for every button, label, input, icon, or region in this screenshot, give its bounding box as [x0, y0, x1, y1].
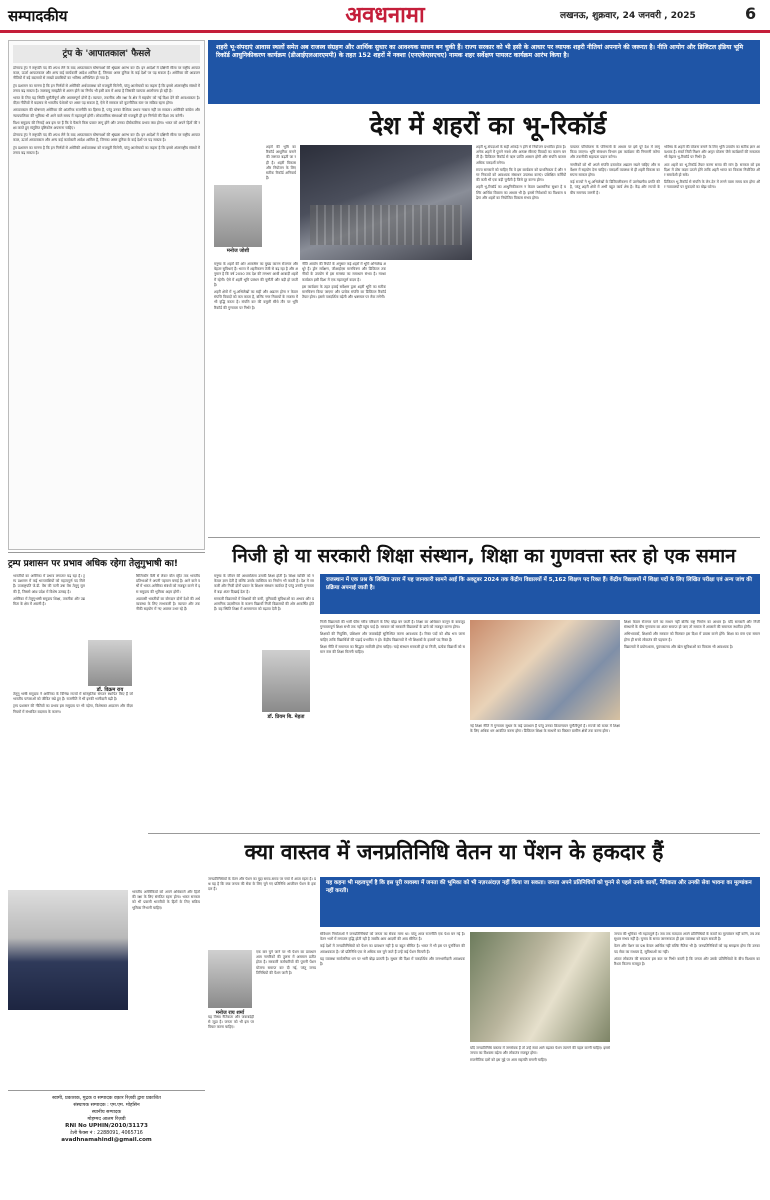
headline-3: क्या वास्तव में जनप्रतिनिधि वेतन या पेंशन के हकदार हैं	[244, 840, 664, 864]
article-3-col-2: संविधान निर्माताओं ने जनप्रतिनिधियों को जनता का सेवक माना था। परंतु आज राजनीति एक पेशा बन गई है। वेतन भत्तों में लगातार वृद्धि होती रही है जबकि आम आदमी की आय सीमित है। कई देशों में जनप्रतिनिधियों को पेंशन का प्रावधान नहीं है या बहुत सीमित है। भारत में भी इस पर पुनर्विचार की आवश्यकता है। जो प्रतिनिधि एक से अधिक बार चुने जाते हैं उन्हें कई पेंशन मिलती हैं। यह व्यवस्था सार्वजनिक धन पर भारी बोझ डालती है। सुधार की दिशा में पारदर्शिता और जनभागीदारी आवश्यक है।	[320, 932, 465, 967]
article-3-col-4: जनता की भूमिका भी महत्वपूर्ण है। जब तक मतदाता अपने प्रतिनिधियों के कार्यों का मूल्यांकन नहीं करेंगे, तब तक सुधार संभव नहीं है। चुनाव के समय जागरूकता ही इस व्यवस्था को बदल सकती है। वेतन और पेंशन का प्रश्न केवल आर्थिक नहीं बल्कि नैतिक भी है। जनप्रतिनिधियों को यह समझना होगा कि उनका पद सेवा का माध्यम है, सुविधाओं का नहीं। अंततः लोकतंत्र की सफलता इस बात पर निर्भर करती है कि जनता और उसके प्रतिनिधियों के बीच विश्वास का रिश्ता कितना मजबूत है।	[614, 932, 760, 967]
author-name: मनोज राय शर्मा	[215, 1010, 245, 1016]
divider	[208, 537, 760, 538]
header-divider	[0, 30, 770, 33]
article-3-intro: जनप्रतिनिधियों के वेतन और पेंशन का मुद्दा समय-समय पर चर्चा में आता रहता है। प्रश्न यह है कि क्या जनता की सेवा के लिए चुने गए प्रतिनिधि आजीवन पेंशन के हकदार हैं।	[208, 877, 316, 892]
article-3-col-3: यदि जनप्रतिनिधि वास्तव में जनसेवक हैं तो उन्हें स्वयं आगे बढ़कर पेंशन त्यागने की पहल करनी चाहिए। इससे जनता का विश्वास बढ़ेगा और लोकतंत्र मजबूत होगा। राजनीतिक दलों को इस मुद्दे पर आम सहमति बनानी चाहिए।	[470, 1046, 610, 1063]
article-2-col-3: नई शिक्षा नीति में गुणवत्ता सुधार के कई प्रावधान हैं परंतु उनका क्रियान्वयन चुनौतीपूर्ण है। राज्यों को बजट में शिक्षा के लिए अधिक धन आवंटित करना होगा। डिजिटल शिक्षा के साधनों का विस्तार ग्रामीण क्षेत्रों तक करना होगा।	[470, 724, 620, 734]
standfirst-2: राजस्थान में एक प्रश्न के लिखित उत्तर में यह जानकारी सामने आई कि अक्टूबर 2024 तक केंद्रीय विद्यालयों में 5,162 शिक्षण पद रिक्त हैं। केंद्रीय विद्यालयों में शिक्षा पदों के लिए लिखित परीक्षा एवं अन्य जांच की प्रक्रिया अपनाई जाती है।	[320, 574, 760, 614]
section-title: सम्पादकीय	[8, 7, 68, 25]
newspaper-logo: अवधनामा	[345, 2, 425, 28]
pension-photo	[470, 932, 610, 1042]
editorial-body: डोनाल्ड ट्रंप ने राष्ट्रपति पद की शपथ लेने के बाद आपातकाल घोषणाओं की श्रृंखला आरंभ कर दी। इन आदेशों में दक्षिणी सीमा पर राष्ट्रीय आपातकाल, ऊर्जा आपातकाल और अन्य कई कार्यकारी आदेश शामिल हैं, जिनका असर दुनिया के कई देशों पर पड़ सकता है। अमेरिका की आव्रजन नीतियों में बड़े बदलावों से लाखों प्रवासियों का भविष्य अनिश्चित हो गया है। ट्रंप प्रशासन का मानना है कि इन निर्णयों से अमेरिकी अर्थव्यवस्था को मजबूती मिलेगी, परंतु आलोचकों का कहना है कि इससे अंतरराष्ट्रीय संबंधों में तनाव बढ़ सकता है। जलवायु समझौते से अलग होने का निर्णय भी इसी क्रम में आया है जिसकी व्यापक आलोचना हो रही है। भारत के लिए यह स्थिति चुनौतीपूर्ण और अवसरपूर्ण दोनों है। व्यापार, तकनीक और रक्षा के क्षेत्र में सहयोग को नई दिशा देने की आवश्यकता है। वीज़ा नीतियों में बदलाव से भारतीय पेशेवरों पर असर पड़ सकता है, ऐसे में सरकार को कूटनीतिक स्तर पर सक्रिय रहना होगा। आपातकाल की घोषणाएं अमेरिका की आंतरिक राजनीति का हिस्सा हैं, परंतु उनका वैश्विक प्रभाव नकारा नहीं जा सकता। अमेरिकी कांग्रेस और न्यायपालिका की भूमिका भी आने वाले समय में महत्वपूर्ण होगी। लोकतांत्रिक संस्थाओं की मजबूती ही इन निर्णयों की दिशा तय करेगी। विश्व समुदाय की निगाहें अब इस पर हैं कि ये फैसले किस प्रकार लागू होंगे और उनका दीर्घकालिक प्रभाव क्या होगा। भारत को अपने हितों की रक्षा करते हुए संतुलित दृष्टिकोण अपनाना चाहिए। डोनाल्ड ट्रंप ने राष्ट्रपति पद की शपथ लेने के बाद आपातकाल घोषणाओं की श्रृंखला आरंभ कर दी। इन आदेशों में दक्षिणी सीमा पर राष्ट्रीय आपातकाल, ऊर्जा आपातकाल और अन्य कई कार्यकारी आदेश शामिल हैं, जिनका असर दुनिया के कई देशों पर पड़ सकता है। ट्रंप प्रशासन का मानना है कि इन निर्णयों से अमेरिकी अर्थव्यवस्था को मजबूती मिलेगी, परंतु आलोचकों का कहना है कि इससे अंतरराष्ट्रीय संबंधों में तनाव बढ़ सकता है।	[13, 66, 200, 155]
editorial-title: ट्रंप के 'आपातकाल' फैसले	[13, 45, 200, 63]
left-article-col-1: भारतीयों का अमेरिका में प्रभाव लगातार बढ़ रहा है। ट्रम्प प्रशासन में कई भारतवंशियों को महत्वपूर्ण पद मिले हैं। उपराष्ट्रपति जे.डी. वेंस की पत्नी उषा वेंस तेलुगु मूल की हैं, जिससे आंध्र प्रदेश में विशेष उत्साह है। अमेरिका में तेलुगुभाषी समुदाय शिक्षा, तकनीक और उद्यमिता के क्षेत्र में अग्रणी है।	[13, 574, 85, 607]
article-2-col-1: मनुष्य के जीवन की आधारशिला उसकी शिक्षा होती है। शिक्षा व्यक्ति को न केवल ज्ञान देती है बल्कि उसके व्यक्तित्व का निर्माण भी करती है। देश में सरकारी और निजी दोनों प्रकार के शिक्षण संस्थान कार्यरत हैं परंतु उनकी गुणवत्ता में बड़ा अंतर दिखाई देता है। सरकारी विद्यालयों में शिक्षकों की कमी, बुनियादी सुविधाओं का अभाव और प्रशासनिक उदासीनता के कारण विद्यार्थी निजी विद्यालयों की ओर आकर्षित होते हैं। यह स्थिति शिक्षा में असमानता को बढ़ावा देती है।	[214, 574, 314, 612]
article-1-col-5: भविष्य के शहरों की योजना बनाने के लिए भूमि उपयोग का सटीक ज्ञान आवश्यक है। स्मार्ट सिटी मिशन और अमृत योजना जैसे कार्यक्रमों की सफलता भी बेहतर भू-रिकॉर्ड पर निर्भर है। अतः शहरों का भू-रिकॉर्ड तैयार करना समय की मांग है। सरकार को इस दिशा में ठोस कदम उठाने होंगे ताकि शहरी भारत का विकास नियोजित और समावेशी हो सके। डिजिटल भू-रिकॉर्ड से संपत्ति के लेन-देन में लगने वाला समय कम होगा और न्यायालयों पर मुकदमों का बोझ घटेगा।	[664, 145, 760, 190]
article-3-col-1: एक बार चुने जाने पर भी पेंशन का प्रावधान आम नागरिकों की तुलना में असमान प्रतीत होता है। सरकारी कर्मचारियों की पुरानी पेंशन योजना समाप्त कर दी गई, परंतु जनप्रतिनिधियों की पेंशन जारी है।	[256, 950, 316, 975]
author-name: मनोज जोशी	[226, 248, 250, 254]
article-2-col-2: निजी विद्यालयों की भारी फीस गरीब परिवारों के लिए बोझ बन जाती है। शिक्षा का अधिकार कानून के बावजूद गुणवत्तापूर्ण शिक्षा सभी तक नहीं पहुंच पाई है। सरकार को सरकारी विद्यालयों के ढांचे को मजबूत करना होगा। शिक्षकों की नियुक्ति, प्रशिक्षण और जवाबदेही सुनिश्चित करना आवश्यक है। रिक्त पदों को शीघ्र भरा जाना चाहिए ताकि विद्यार्थियों की पढ़ाई प्रभावित न हो। केंद्रीय विद्यालयों में भी शिक्षकों के हजारों पद रिक्त हैं। शिक्षा नीति में समानता का सिद्धांत सर्वोपरि होना चाहिए। चाहे संस्थान सरकारी हो या निजी, प्रत्येक विद्यार्थी को समान स्तर की शिक्षा मिलनी चाहिए।	[320, 620, 465, 655]
dateline: लखनऊ, शुक्रवार, 24 जनवरी , 2025	[560, 11, 696, 21]
left-article-col-3: तेलुगु भाषी समुदाय ने अमेरिका के विभिन्न राज्यों में सांस्कृतिक संगठन स्थापित किए हैं जो भारतीय परंपराओं को जीवित रखे हुए हैं। राजनीति में भी इनकी भागीदारी बढ़ी है। ट्रम्प प्रशासन की नीतियों का प्रभाव इस समुदाय पर भी पड़ेगा, विशेषकर आव्रजन और वीज़ा नियमों में संभावित बदलाव के कारण।	[13, 692, 133, 714]
standfirst-3: यह कहना भी महत्वपूर्ण है कि इस पूरी व्यवस्था में जनता की भूमिका को भी नज़रअंदाज़ नहीं किया जा सकता। जनता अपने प्रतिनिधियों को चुनने से पहले उनके कार्यों, नैतिकता और उनकी सेवा भावना का मूल्यांकन नहीं करती।	[320, 877, 760, 927]
article-1-col-a: शहरों की भूमि का रिकॉर्ड आधुनिक बनाने की जरूरत बढ़ती जा रही है। शहरी विकास और नियोजन के लिए सटीक रिकॉर्ड अनिवार्य हैं।	[266, 145, 296, 181]
article-1-col-4: पायलट परियोजना के परिणामों के आधार पर इसे पूरे देश में लागू किया जाएगा। भूमि संसाधन विभाग इस कार्यक्रम की निगरानी करेगा और तकनीकी सहायता प्रदान करेगा। नागरिकों को भी अपने संपत्ति दस्तावेज अद्यतन रखने चाहिए और सर्वेक्षण में सहयोग देना चाहिए। पारदर्शी व्यवस्था से ही शहरी विकास का सपना साकार होगा। कई राज्यों ने भू-अभिलेखों के डिजिटलीकरण में उल्लेखनीय प्रगति की है, परंतु शहरी क्षेत्रों में अभी बहुत कार्य शेष है। केंद्र और राज्यों के बीच समन्वय जरूरी है।	[570, 145, 660, 195]
article-1-col-2: नीति आयोग की रिपोर्ट के अनुसार कई शहरों में भूमि अभिलेख अधूरे हैं। ड्रोन सर्वेक्षण, जीआईएस मानचित्रण और डिजिटल तकनीकों के उपयोग से इस समस्या का समाधान संभव है। नक्शा कार्यक्रम इसी दिशा में एक महत्वपूर्ण कदम है। इस कार्यक्रम के तहत हवाई सर्वेक्षण द्वारा शहरी भूमि का सटीक मानचित्रण किया जाएगा और प्रत्येक संपत्ति का डिजिटल रिकॉर्ड तैयार होगा। इससे पारदर्शिता बढ़ेगी और भ्रष्टाचार पर रोक लगेगी।	[302, 262, 386, 300]
imprint-phone: टेली फैक्स नं : 2288091, 4065716	[70, 1131, 143, 1136]
city-photo	[300, 145, 472, 260]
imprint-editor: मोहम्मद आलम रिज़वी	[87, 1117, 126, 1122]
imprint-rni: RNI No UPHIN/2010/31173	[65, 1123, 148, 1129]
students-photo	[470, 620, 620, 720]
author-photo	[208, 950, 252, 1008]
imprint-founder: संस्थापक सम्पादक : एम.एम. मोहसिन	[73, 1103, 140, 1108]
divider	[148, 833, 760, 834]
imprint-owner: स्वामी, प्रकाशक, मुद्रक व सम्पादक वक़ार रिज़वी द्वारा प्रकाशित	[52, 1096, 161, 1101]
trump-photo	[8, 890, 128, 1010]
article-1-col-1: मनुष्य के शहरों की ओर आकर्षण का मुख्य कारण रोजगार और बेहतर सुविधाएं हैं। भारत में शहरीकरण तेजी से बढ़ रहा है और अनुमान है कि वर्ष 2050 तक देश की लगभग आधी आबादी शहरों में रहेगी। ऐसे में शहरी भूमि प्रबंधन की चुनौती और बड़ी हो जाती है। शहरी क्षेत्रों में भू-अभिलेखों का सही और अद्यतन होना न केवल संपत्ति विवादों को कम करता है, बल्कि नगर निकायों के राजस्व में भी वृद्धि करता है। संपत्ति कर की वसूली सीधे तौर पर भूमि रिकॉर्ड की गुणवत्ता पर निर्भर है।	[214, 262, 298, 310]
article-2-col-4: शिक्षा केवल रोजगार पाने का साधन नहीं बल्कि राष्ट्र निर्माण का आधार है। यदि सरकारी और निजी संस्थानों के बीच गुणवत्ता का अंतर समाप्त हो जाए तो समाज में अवसरों की समानता स्थापित होगी। अभिभावकों, शिक्षकों और सरकार को मिलकर इस दिशा में प्रयास करने होंगे। शिक्षा का स्तर एक समान होना ही सच्चे लोकतंत्र की पहचान है। विद्यालयों में प्रयोगशाला, पुस्तकालय और खेल सुविधाओं का विकास भी आवश्यक है।	[624, 620, 760, 649]
author-name: डॉ. विक्रम राय	[96, 687, 124, 693]
page-number: 6	[745, 4, 757, 23]
author-name: डॉ. प्रियम बि. मेहता	[267, 714, 305, 720]
headline-1: देश में शहरों का भू-रिकॉर्ड	[369, 111, 607, 140]
divider	[8, 552, 205, 553]
imprint-email: avadhnamahindi@gmail.com	[61, 1137, 152, 1143]
left-article-col-4: भारतीय अमेरिकियों को अपने अधिकारों और हितों की रक्षा के लिए संगठित रहना होगा। भारत सरकार को भी प्रवासी भारतीयों के हितों के लिए सक्रिय भूमिका निभानी चाहिए।	[132, 890, 200, 910]
left-article-col-2: सिलिकॉन वैली से लेकर वॉल स्ट्रीट तक भारतीय प्रतिभाओं ने अपनी पहचान बनाई है। आने वाले वर्षों में भारत-अमेरिका संबंधों को मजबूत करने में इस समुदाय की भूमिका अहम होगी। अप्रवासी भारतीयों का योगदान दोनों देशों की अर्थव्यवस्था के लिए लाभकारी है। व्यापार और तकनीकी सहयोग में नए अवसर उभर रहे हैं।	[136, 574, 200, 612]
left-article-title: ट्रम्प प्रशासन पर प्रभाव अधिक रहेगा तेलुगुभाषी का!	[8, 559, 179, 569]
author-photo	[88, 640, 132, 686]
imprint-editor-label: स्थानीय सम्पादक	[91, 1110, 122, 1115]
article-1-col-3: शहरी भू-संपदाओं के सही आंकड़े न होने से नियोजन प्रभावित होता है। अनेक शहरों में पुराने नक्शे और अस्पष्ट सीमाएं विवादों का कारण बनती हैं। डिजिटल रिकॉर्ड से ऋण प्राप्ति आसान होगी और संपत्ति बाजार अधिक पारदर्शी बनेगा। राज्य सरकारों को चाहिए कि वे इस कार्यक्रम को प्राथमिकता दें और नगर निकायों को आवश्यक संसाधन उपलब्ध कराएं। प्रशिक्षित कर्मियों की कमी भी एक बड़ी चुनौती है जिसे दूर करना होगा। शहरी भू-रिकॉर्ड का आधुनिकीकरण न केवल प्रशासनिक सुधार है बल्कि आर्थिक विकास का आधार भी है। इससे निवेशकों का विश्वास बढ़ेगा और शहरों का नियोजित विकास संभव होगा।	[476, 145, 566, 200]
imprint	[8, 1090, 205, 1190]
standfirst-1: शहरी भू-संपदाएं आवास स्थलों समेत अब राजस्व संग्रहण और आर्थिक सुधार का आवश्यक साधन बन चुकी हैं। राज्य सरकार को भी इसी के आधार पर व्यापक शहरी नीतियां अपनाने की जरूरत है। नीति आयोग और डिजिटल इंडिया भूमि रिकॉर्ड आधुनिकीकरण कार्यक्रम (डीआईएलआरएमपी) के तहत 152 शहरों में नक्शा (एनएकेएसएचए) नामक शहर सर्वेक्षण पायलट कार्यक्रम आरंभ किया है।	[208, 40, 760, 104]
author-photo	[214, 185, 262, 247]
headline-2: निजी हो या सरकारी शिक्षा संस्थान, शिक्षा का गुणवत्ता स्तर हो एक समान	[232, 545, 736, 567]
article-3-col-0: यह विषय नैतिकता और जवाबदेही से जुड़ा है। जनता को भी इस पर विचार करना चाहिए।	[208, 1015, 254, 1030]
